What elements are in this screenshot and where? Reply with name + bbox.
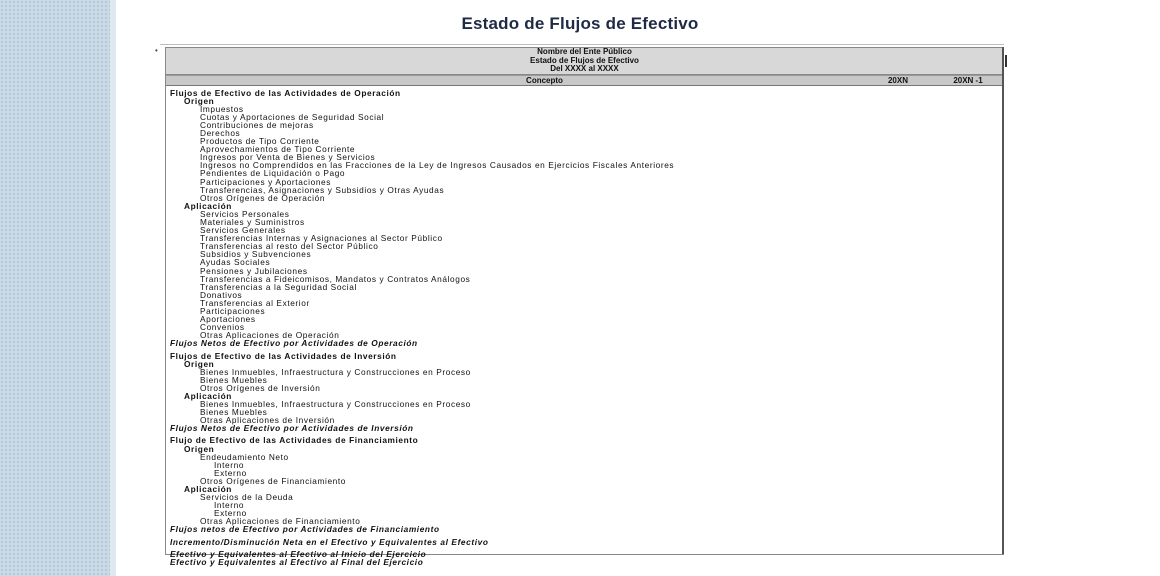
statement-total-row: Efectivo y Equivalentes al Efectivo al Inicio del Ejercicio [170, 548, 427, 559]
entity-name: Nombre del Ente Público [537, 47, 632, 56]
statement-line-item: Cuotas y Aportaciones de Seguridad Social [200, 111, 385, 122]
cash-flow-statement-document [165, 47, 1004, 567]
statement-line-item: Interno [214, 500, 245, 511]
statement-line-item: Transferencias Internas y Asignaciones al Sector Público [200, 233, 443, 244]
title-divider [160, 44, 1004, 45]
statement-line-item: Bienes Inmuebles, Infraestructura y Construcciones en Proceso [200, 366, 471, 377]
statement-line-item: Servicios Generales [200, 225, 286, 236]
statement-line-item: Transferencias al Exterior [200, 297, 310, 308]
statement-subsection-row: Origen [184, 443, 215, 454]
statement-line-item: Aprovechamientos de Tipo Corriente [200, 144, 356, 155]
statement-total-row: Flujos Netos de Efectivo por Actividades de Operación [170, 338, 418, 349]
statement-line-item: Convenios [200, 322, 245, 333]
column-header-prior-year: 20XN -1 [953, 75, 983, 85]
document-edge-mark [1005, 55, 1007, 67]
statement-line-item: Participaciones [200, 306, 266, 317]
statement-line-item: Transferencias al resto del Sector Público [200, 241, 379, 252]
statement-line-item: Otras Aplicaciones de Financiamiento [200, 516, 361, 527]
statement-line-item: Servicios de la Deuda [200, 492, 294, 503]
statement-subsection-row: Origen [184, 95, 215, 106]
statement-subsection-row: Aplicación [184, 390, 232, 401]
column-header-row [166, 75, 1003, 86]
column-header-year: 20XN [887, 75, 908, 85]
statement-line-item: Pendientes de Liquidación o Pago [200, 168, 346, 179]
statement-line-item: Otros Orígenes de Inversión [200, 382, 321, 393]
statement-line-item: Otras Aplicaciones de Inversión [200, 415, 335, 426]
statement-section-row: Flujos de Efectivo de las Actividades de Operación [170, 87, 401, 98]
decorative-side-band [0, 0, 110, 576]
statement-total-row: Incremento/Disminución Neta en el Efectivo y Equivalentes al Efectivo [170, 536, 489, 547]
statement-subsection-row: Origen [184, 358, 215, 369]
statement-section-row: Flujos de Efectivo de las Actividades de Inversión [170, 350, 397, 361]
statement-line-item: Bienes Inmuebles, Infraestructura y Construcciones en Proceso [200, 399, 471, 410]
statement-line-item: Interno [214, 459, 245, 470]
statement-total-row: Flujos netos de Efectivo por Actividades de Financiamiento [170, 524, 440, 535]
statement-line-item: Transferencias, Asignaciones y Subsidios y Otras Ayudas [200, 184, 445, 195]
statement-subsection-row: Aplicación [184, 484, 232, 494]
statement-line-item: Transferencias a Fideicomisos, Mandatos y Contratos Análogos [200, 273, 471, 284]
statement-line-item: Servicios Personales [200, 208, 290, 219]
statement-line-item: Bienes Muebles [200, 407, 268, 418]
statement-line-item: Endeudamiento Neto [200, 451, 289, 462]
statement-line-item: Transferencias a la Seguridad Social [200, 281, 357, 292]
bullet-marker-icon: • [155, 46, 158, 55]
statement-line-item: Contribuciones de mejoras [200, 119, 314, 130]
statement-rows [166, 86, 1003, 566]
statement-line-item: Ayudas Sociales [200, 257, 271, 268]
statement-line-item: Materiales y Suministros [200, 217, 305, 227]
slide-title: Estado de Flujos de Efectivo [461, 14, 699, 33]
statement-line-item: Derechos [200, 127, 241, 138]
statement-line-item: Pensiones y Jubilaciones [200, 265, 308, 276]
document-right-border [1002, 47, 1004, 554]
statement-section-row: Flujo de Efectivo de las Actividades de Financiamiento [170, 435, 419, 446]
statement-line-item: Bienes Muebles [200, 374, 268, 385]
statement-line-item: Productos de Tipo Corriente [200, 136, 320, 147]
statement-total-row: Flujos Netos de Efectivo por Actividades de Inversión [170, 423, 414, 434]
statement-line-item: Participaciones y Aportaciones [200, 176, 331, 187]
statement-line-item: Impuestos [200, 103, 244, 114]
statement-total-row: Efectivo y Equivalentes al Efectivo al Final del Ejercicio [170, 556, 424, 567]
statement-line-item: Externo [214, 467, 247, 478]
statement-subsection-row: Aplicación [184, 200, 232, 211]
statement-line-item: Otros Orígenes de Financiamiento [200, 475, 347, 486]
statement-line-item: Donativos [200, 289, 243, 300]
statement-line-item: Externo [214, 508, 247, 519]
statement-line-item: Otras Aplicaciones de Operación [200, 330, 340, 341]
statement-line-item: Otros Orígenes de Operación [200, 192, 326, 203]
statement-line-item: Ingresos no Comprendidos en las Fracciones de la Ley de Ingresos Causados en Ejercicios Fiscales Anteriores [200, 160, 675, 171]
statement-line-item: Aportaciones [200, 314, 256, 325]
side-band-edge [110, 0, 116, 576]
statement-period: Del XXXX al XXXX [550, 64, 619, 73]
document-header [166, 48, 1003, 75]
column-header-concepto: Concepto [526, 75, 563, 85]
statement-name: Estado de Flujos de Efectivo [530, 55, 639, 65]
statement-line-item: Subsidios y Subvenciones [200, 249, 312, 260]
statement-line-item: Ingresos por Venta de Bienes y Servicios [200, 152, 376, 163]
